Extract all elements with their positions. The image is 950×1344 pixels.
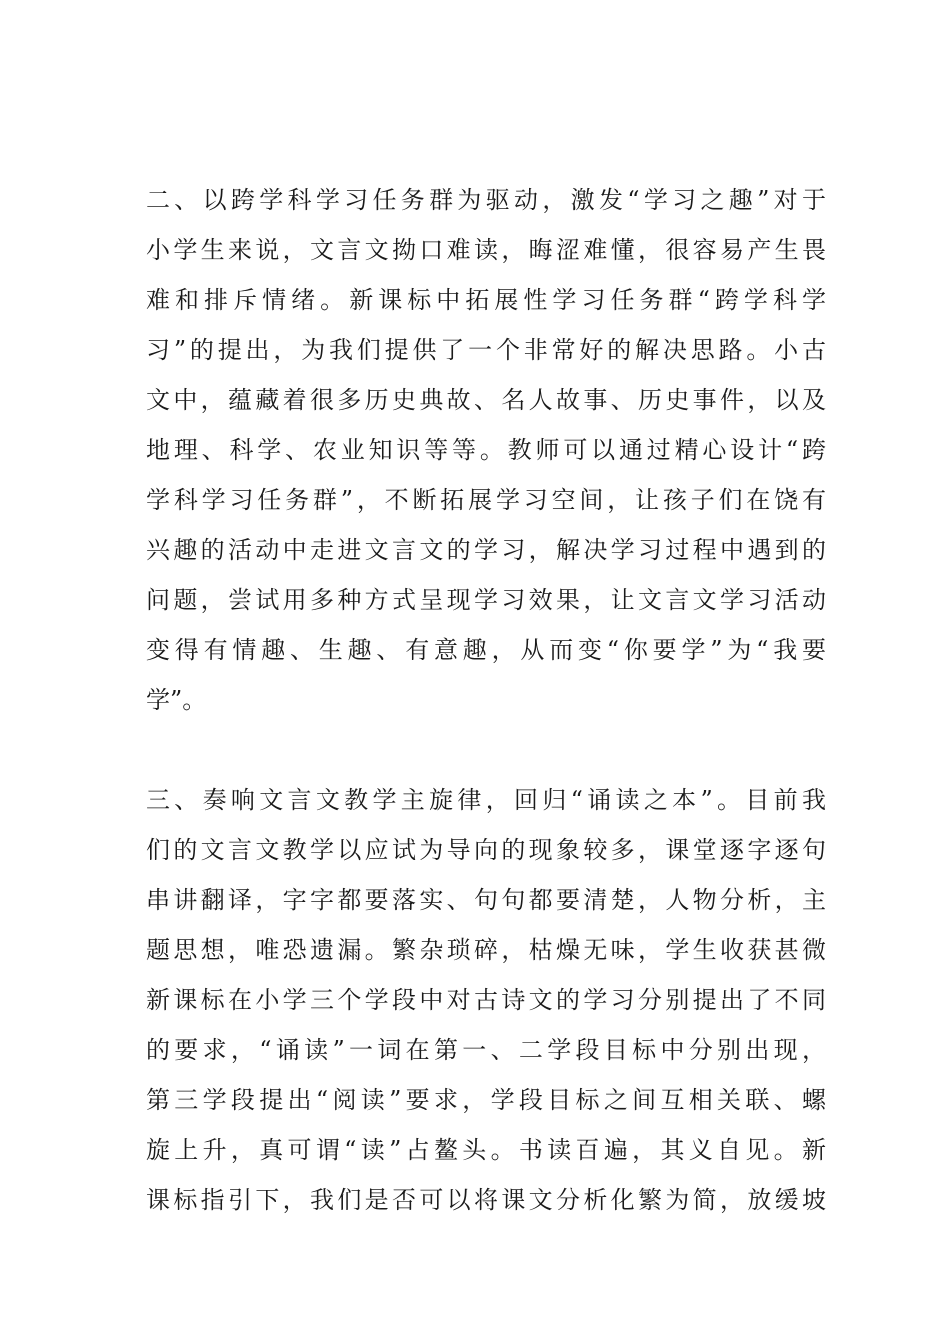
text-line: 地理、科学、农业知识等等。教师可以通过精心设计“跨 xyxy=(146,436,826,464)
text-line: 的要求，“诵读”一词在第一、二学段目标中分别出现， xyxy=(146,1036,826,1064)
text-line: 兴趣的活动中走进文言文的学习，解决学习过程中遇到的 xyxy=(146,536,826,564)
text-line: 串讲翻译，字字都要落实、句句都要清楚，人物分析，主 xyxy=(146,886,826,914)
text-line: 们的文言文教学以应试为导向的现象较多，课堂逐字逐句 xyxy=(146,836,826,864)
text-line: 新课标在小学三个学段中对古诗文的学习分别提出了不同 xyxy=(146,986,826,1014)
text-line: 难和排斥情绪。新课标中拓展性学习任务群“跨学科学 xyxy=(146,286,826,314)
text-line: 题思想，唯恐遗漏。繁杂琐碎，枯燥无味，学生收获甚微 xyxy=(146,936,826,964)
paragraph-recitation-focus xyxy=(146,775,826,1225)
text-line: 学科学习任务群”，不断拓展学习空间，让孩子们在饶有 xyxy=(146,486,826,514)
text-line: 旋上升，真可谓“读”占鳌头。书读百遍，其义自见。新 xyxy=(146,1136,826,1164)
text-line: 第三学段提出“阅读”要求，学段目标之间互相关联、螺 xyxy=(146,1086,826,1114)
text-line: 课标指引下，我们是否可以将课文分析化繁为简，放缓坡 xyxy=(146,1186,826,1214)
text-line: 问题，尝试用多种方式呈现学习效果，让文言文学习活动 xyxy=(146,586,826,614)
text-line: 小学生来说，文言文拗口难读，晦涩难懂，很容易产生畏 xyxy=(146,236,826,264)
text-line: 变得有情趣、生趣、有意趣，从而变“你要学”为“我要 xyxy=(146,636,826,664)
paragraph-interdisciplinary-learning xyxy=(146,175,826,725)
text-line: 习”的提出，为我们提供了一个非常好的解决思路。小古 xyxy=(146,336,826,364)
text-line: 二、以跨学科学习任务群为驱动，激发“学习之趣”对于 xyxy=(146,186,826,214)
text-line: 三、奏响文言文教学主旋律，回归“诵读之本”。目前我 xyxy=(146,786,826,814)
text-line: 文中，蕴藏着很多历史典故、名人故事、历史事件，以及 xyxy=(146,386,826,414)
text-line: 学”。 xyxy=(146,686,207,714)
